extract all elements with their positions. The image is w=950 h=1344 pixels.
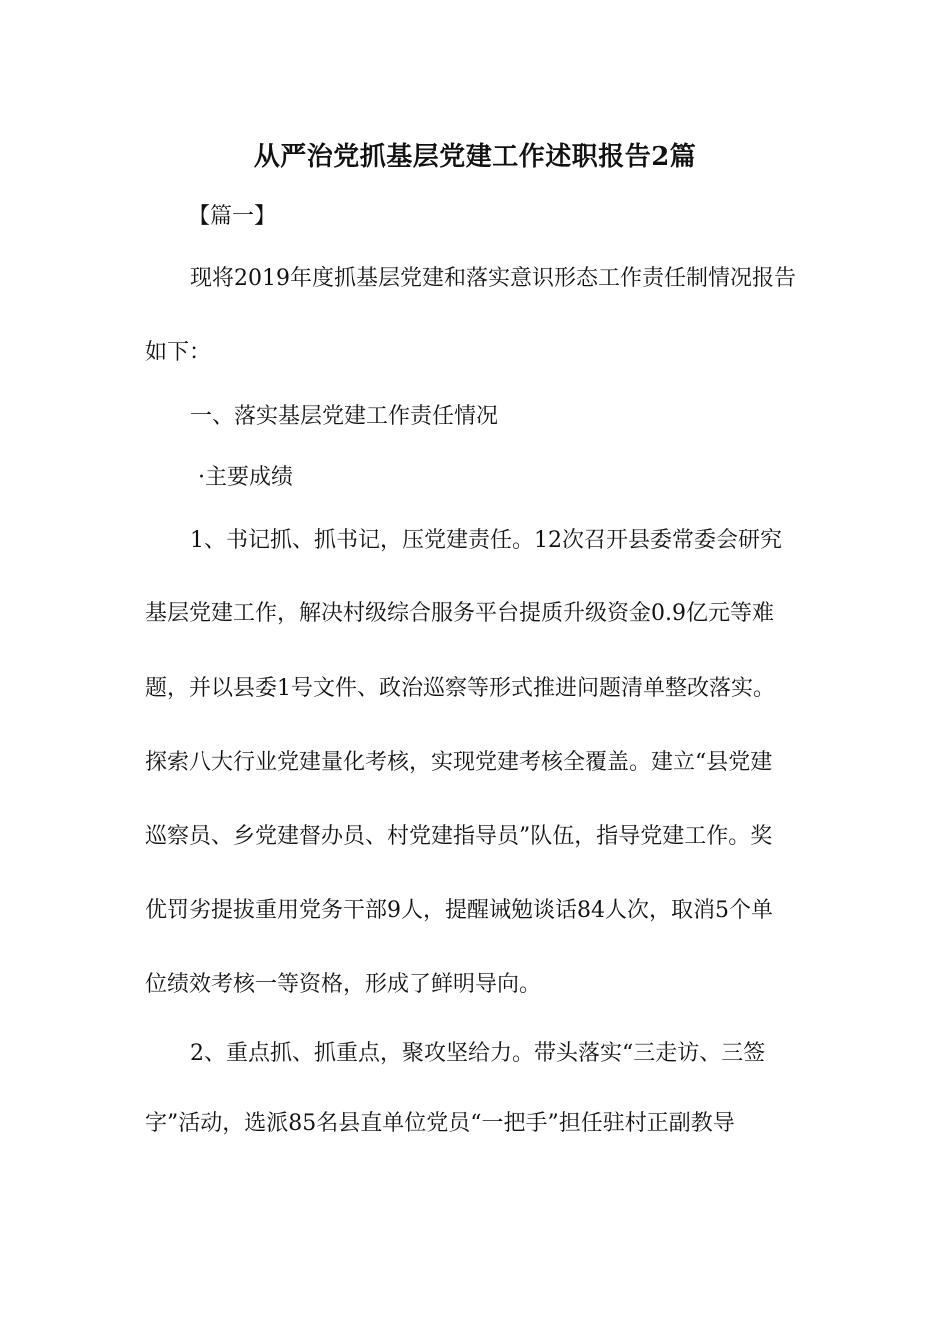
- document-title: 从严治党抓基层党建工作述职报告2篇: [253, 142, 697, 172]
- paragraph-line: 字”活动，选派85名县直单位党员“一把手”担任驻村正副教导: [145, 1111, 735, 1136]
- paragraph-line: 现将2019年度抓基层党建和落实意识形态工作责任制情况报告: [190, 266, 796, 291]
- paragraph-line: 如下：: [145, 340, 212, 365]
- subsection-heading: ·主要成绩: [198, 465, 293, 490]
- section-label: 【篇一】: [188, 204, 277, 229]
- paragraph-line: 2、重点抓、抓重点，聚攻坚给力。带头落实“三走访、三签: [190, 1041, 766, 1066]
- paragraph-line: 1、书记抓、抓书记，压党建责任。12次召开县委常委会研究: [190, 528, 782, 553]
- paragraph-line: 巡察员、乡党建督办员、村党建指导员”队伍，指导党建工作。奖: [145, 824, 773, 849]
- paragraph-line: 探索八大行业党建量化考核，实现党建考核全覆盖。建立“县党建: [145, 750, 773, 775]
- paragraph-line: 位绩效考核一等资格，形成了鲜明导向。: [145, 972, 542, 997]
- section-heading: 一、落实基层党建工作责任情况: [190, 404, 499, 429]
- paragraph-line: 优罚劣提拔重用党务干部9人，提醒诫勉谈话84人次，取消5个单: [145, 898, 773, 923]
- paragraph-line: 基层党建工作，解决村级综合服务平台提质升级资金0.9亿元等难: [145, 601, 774, 626]
- paragraph-line: 题，并以县委1号文件、政治巡察等形式推进问题清单整改落实。: [145, 676, 775, 701]
